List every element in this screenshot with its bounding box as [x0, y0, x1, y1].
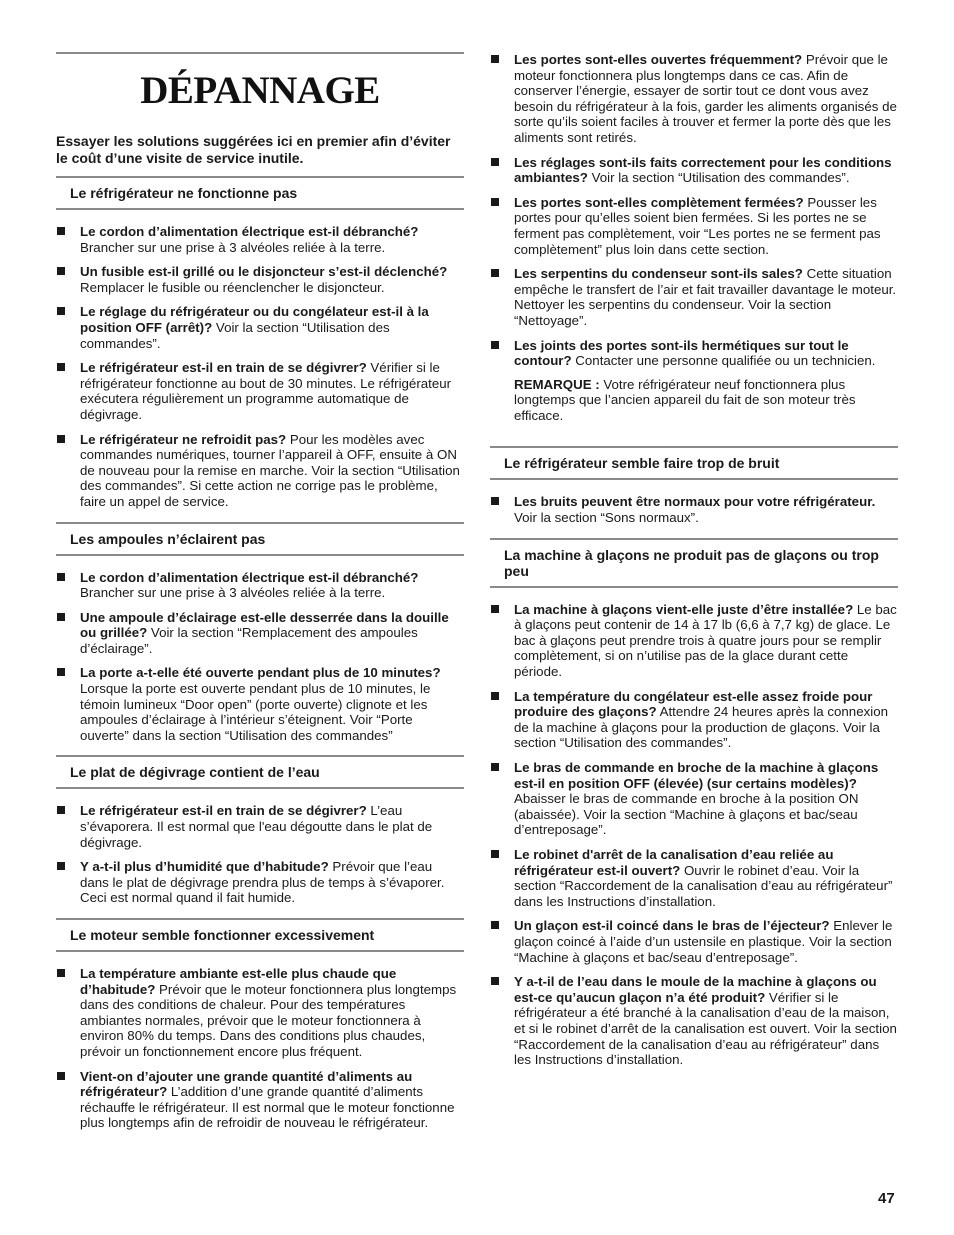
list-item: [490, 338, 898, 369]
list-item: [56, 304, 464, 351]
square-bullet-icon: [56, 570, 80, 601]
item-text: [80, 610, 464, 657]
item-text: [80, 224, 464, 255]
answer-text: Cette situation empêche le transfert de l’air et fait travailler davantage le moteur. Nettoyer les serpentins du condenseur. Voir la section “Nettoyage”.: [514, 266, 897, 328]
question-text: Vient-on d’ajouter une grande quantité d’aliments au réfrigérateur?: [80, 1068, 413, 1100]
list-item: [56, 665, 464, 743]
item-text: [514, 974, 898, 1068]
item-text: [80, 360, 464, 422]
square-bullet-icon: [56, 304, 80, 351]
question-text: Un fusible est-il grillé ou le disjoncteur s’est-il déclenché?: [80, 264, 448, 280]
question-text: Le cordon d’alimentation électrique est-il débranché?: [80, 224, 419, 239]
intro-text: Essayer les solutions suggérées ici en premier afin d’éviter le coût d’une visite de service inutile.: [56, 133, 451, 166]
square-bullet-icon: [56, 432, 80, 510]
list-item: [56, 803, 464, 850]
list-item: [56, 224, 464, 255]
remark-note: [490, 377, 898, 424]
square-bullet-icon: [490, 494, 514, 525]
item-text: [80, 859, 464, 906]
question-text: Le cordon d’alimentation électrique est-il débranché?: [80, 569, 419, 585]
list-item: [490, 918, 898, 965]
list-item: [56, 966, 464, 1060]
question-text: La machine à glaçons vient-elle juste d’être installée?: [514, 601, 854, 617]
square-bullet-icon: [490, 918, 514, 965]
section: [56, 918, 464, 1131]
remark-text: Votre réfrigérateur neuf fonctionnera plus longtemps que l’ancien appareil du fait de son moteur très efficace.: [514, 376, 856, 423]
answer-text: Prévoir que le moteur fonctionnera plus longtemps dans ce cas. Afin de conserver l’énergie, essayer de sortir tout ce dont vous avez besoin du réfrigérateur à la fois, garder les aliments organisés de sorte qu’ils soient faciles à trouver et fermer la porte dès que les aliments sont retirés.: [514, 52, 897, 145]
right-column: [490, 52, 898, 1080]
list-item: [490, 847, 898, 909]
list-item: [490, 195, 898, 257]
item-text: [80, 304, 464, 351]
section-heading: Le plat de dégivrage contient de l’eau: [56, 755, 464, 789]
section-heading: Le réfrigérateur semble faire trop de bruit: [490, 446, 898, 480]
answer-text: Voir la section “Sons normaux”.: [514, 510, 699, 526]
item-text: [514, 52, 898, 146]
question-text: Les portes sont-elles complètement fermées?: [514, 194, 804, 210]
list-item: [490, 266, 898, 328]
section: [490, 446, 898, 525]
square-bullet-icon: [56, 224, 80, 255]
answer-text: Brancher sur une prise à 3 alvéoles reliée à la terre.: [80, 239, 386, 255]
question-text: Y a-t-il de l’eau dans le moule de la machine à glaçons ou est-ce qu’aucun glaçon n’a été produit?: [514, 974, 877, 1005]
item-text: [80, 803, 464, 850]
answer-text: Vérifier si le réfrigérateur a été branché à la canalisation d’eau de la maison, et si le robinet d’arrêt de la canalisation est ouvert. Voir la section “Raccordement de la canalisation d’eau au réfrigérateur” dans les Instructions d’installation.: [514, 989, 897, 1068]
item-text: [514, 494, 898, 525]
answer-text: Brancher sur une prise à 3 alvéoles reliée à la terre.: [80, 585, 386, 601]
answer-text: Prévoir que l’eau dans le plat de dégivrage prendra plus de temps à s’évaporer. Ceci est normal quand il fait humide.: [80, 859, 445, 906]
answer-text: Abaisser le bras de commande en broche à la position ON (abaissée). Voir la section “Machine à glaçons et bac/seau d’entreposage”.: [514, 791, 859, 838]
question-text: La température ambiante est-elle plus chaude que d’habitude?: [80, 966, 397, 997]
page-title: DÉPANNAGE: [140, 69, 380, 112]
list-item: [56, 570, 464, 601]
item-text: [514, 918, 898, 965]
question-text: Le bras de commande en broche de la machine à glaçons est-il en position OFF (élevée) (sur certains modèles)?: [514, 760, 879, 791]
answer-text: Voir la section “Utilisation des commandes”.: [587, 170, 850, 186]
answer-text: Pousser les portes pour qu’elles soient bien fermées. Si les portes ne se ferment pas complètement, voir “Les portes ne se ferment pas complètement” plus loin dans cette section.: [514, 194, 881, 257]
square-bullet-icon: [56, 859, 80, 906]
square-bullet-icon: [56, 1069, 80, 1131]
square-bullet-icon: [490, 847, 514, 909]
answer-text: Vérifier si le réfrigérateur fonctionne au bout de 30 minutes. Le réfrigérateur exécutera régulièrement un programme automatique de dégivrage.: [80, 360, 452, 422]
answer-text: Voir la section “Utilisation des commandes”.: [80, 319, 390, 351]
title-rule: [56, 52, 464, 54]
left-sections: [56, 176, 464, 1131]
item-text: [514, 266, 898, 328]
square-bullet-icon: [56, 264, 80, 295]
list-item: [490, 689, 898, 751]
question-text: Le réfrigérateur ne refroidit pas?: [80, 431, 287, 447]
square-bullet-icon: [56, 665, 80, 743]
right-sections: [490, 446, 898, 1067]
answer-text: Contacter une personne qualifiée ou un technicien.: [571, 353, 876, 369]
section-heading: Le réfrigérateur ne fonctionne pas: [56, 176, 464, 210]
question-text: Les réglages sont-ils faits correctement pour les conditions ambiantes?: [514, 154, 892, 186]
square-bullet-icon: [490, 602, 514, 680]
section: [56, 522, 464, 744]
square-bullet-icon: [490, 760, 514, 838]
question-text: Les portes sont-elles ouvertes fréquemment?: [514, 52, 803, 67]
question-text: Le réfrigérateur est-il en train de se dégivrer?: [80, 803, 367, 819]
page-number: 47: [878, 1190, 895, 1207]
item-text: [80, 665, 464, 743]
square-bullet-icon: [490, 266, 514, 328]
item-text: [514, 760, 898, 838]
item-text: [80, 264, 464, 295]
section-heading: Le moteur semble fonctionner excessivement: [56, 918, 464, 952]
question-text: Les joints des portes sont-ils hermétiques sur tout le contour?: [514, 337, 849, 369]
square-bullet-icon: [490, 974, 514, 1068]
question-text: La porte a-t-elle été ouverte pendant plus de 10 minutes?: [80, 665, 441, 681]
question-text: Y a-t-il plus d’humidité que d’habitude?: [80, 859, 329, 875]
question-text: Les serpentins du condenseur sont-ils sales?: [514, 266, 803, 282]
question-text: Le robinet d'arrêt de la canalisation d’eau reliée au réfrigérateur est-il ouvert?: [514, 846, 834, 878]
item-text: [514, 338, 898, 369]
list-item: [490, 52, 898, 146]
answer-text: Lorsque la porte est ouverte pendant plus de 10 minutes, le témoin lumineux “Door open” (porte ouverte) clignote et les ampoules d’éclairage à l’intérieur s’éteignent. Voir “Porte ouverte” dans la section “Utilisation des commandes”: [80, 681, 431, 743]
square-bullet-icon: [490, 338, 514, 369]
left-column: [56, 52, 464, 1143]
list-item: [490, 602, 898, 680]
answer-text: Voir la section “Remplacement des ampoules d’éclairage”.: [80, 625, 418, 656]
section: [56, 176, 464, 510]
list-item: [490, 155, 898, 186]
square-bullet-icon: [56, 610, 80, 657]
answer-text: Le bac à glaçons peut contenir de 14 à 17 lb (6,6 à 7,7 kg) de glace. Le bac à glaçons peut prendre trois à quatre jours pour se remplir complètement, si on n’utilise pas de la glace durant cette période.: [514, 601, 897, 680]
item-text: [514, 689, 898, 751]
list-item: [56, 610, 464, 657]
item-text: [80, 570, 464, 601]
question-text: Le réfrigérateur est-il en train de se dégivrer?: [80, 360, 367, 376]
square-bullet-icon: [490, 195, 514, 257]
section-heading: Les ampoules n’éclairent pas: [56, 522, 464, 556]
square-bullet-icon: [490, 155, 514, 186]
remark-label: REMARQUE :: [514, 376, 600, 392]
question-text: Les bruits peuvent être normaux pour votre réfrigérateur.: [514, 494, 876, 510]
answer-text: Ouvrir le robinet d’eau. Voir la section “Raccordement de la canalisation d’eau au réfrigérateur” dans les Instructions d’installation.: [514, 862, 893, 909]
square-bullet-icon: [56, 803, 80, 850]
list-item: [56, 1069, 464, 1131]
answer-text: Prévoir que le moteur fonctionnera plus longtemps dans des conditions de chaleur. Pour des températures ambiantes normales, prévoir que le moteur fonctionnera à environ 80% du temps. Dans des conditions plus chaudes, prévoir un fonctionnement encore plus fréquent.: [80, 981, 457, 1059]
square-bullet-icon: [56, 360, 80, 422]
answer-text: L’eau s’évaporera. Il est normal que l'eau dégoutte dans le plat de dégivrage.: [80, 803, 433, 850]
right-top-items: [490, 52, 898, 369]
section: [56, 755, 464, 906]
item-text: [80, 1069, 464, 1131]
answer-text: Enlever le glaçon coincé à l’aide d’un ustensile en plastique. Voir la section “Machine à glaçons et bac/seau d’entreposage”.: [514, 918, 893, 965]
answer-text: Pour les modèles avec commandes numériques, tourner l’appareil à OFF, ensuite à ON de nouveau pour la remise en marche. Voir la section “Utilisation des commandes”. Si cette action ne corrige pas le problème, faire un appel de service.: [80, 431, 460, 509]
answer-text: Attendre 24 heures après la connexion de la machine à glaçons pour la production de glaçons. Voir la section “Utilisation des commandes”.: [514, 704, 888, 751]
item-text: [80, 432, 464, 510]
answer-text: Remplacer le fusible ou réenclencher le disjoncteur.: [80, 279, 385, 295]
item-text: [514, 155, 898, 186]
square-bullet-icon: [56, 966, 80, 1060]
list-item: [56, 264, 464, 295]
item-text: [514, 195, 898, 257]
question-text: Une ampoule d’éclairage est-elle desserrée dans la douille ou grillée?: [80, 609, 449, 641]
item-text: [514, 602, 898, 680]
item-text: [514, 847, 898, 909]
question-text: Un glaçon est-il coincé dans le bras de l’éjecteur?: [514, 918, 830, 934]
square-bullet-icon: [490, 52, 514, 146]
item-text: [80, 966, 464, 1060]
question-text: Le réglage du réfrigérateur ou du congélateur est-il à la position OFF (arrêt)?: [80, 304, 429, 335]
section: [490, 538, 898, 1068]
list-item: [490, 494, 898, 525]
section-heading: La machine à glaçons ne produit pas de glaçons ou trop peu: [490, 538, 898, 588]
answer-text: L’addition d’une grande quantité d’aliments réchauffe le réfrigérateur. Il est normal que le moteur fonctionne plus longtemps afin de refroidir de nouveau le réfrigérateur.: [80, 1084, 455, 1131]
list-item: [490, 974, 898, 1068]
list-item: [56, 432, 464, 510]
question-text: La température du congélateur est-elle assez froide pour produire des glaçons?: [514, 688, 873, 720]
list-item: [56, 360, 464, 422]
square-bullet-icon: [490, 689, 514, 751]
list-item: [490, 760, 898, 838]
list-item: [56, 859, 464, 906]
